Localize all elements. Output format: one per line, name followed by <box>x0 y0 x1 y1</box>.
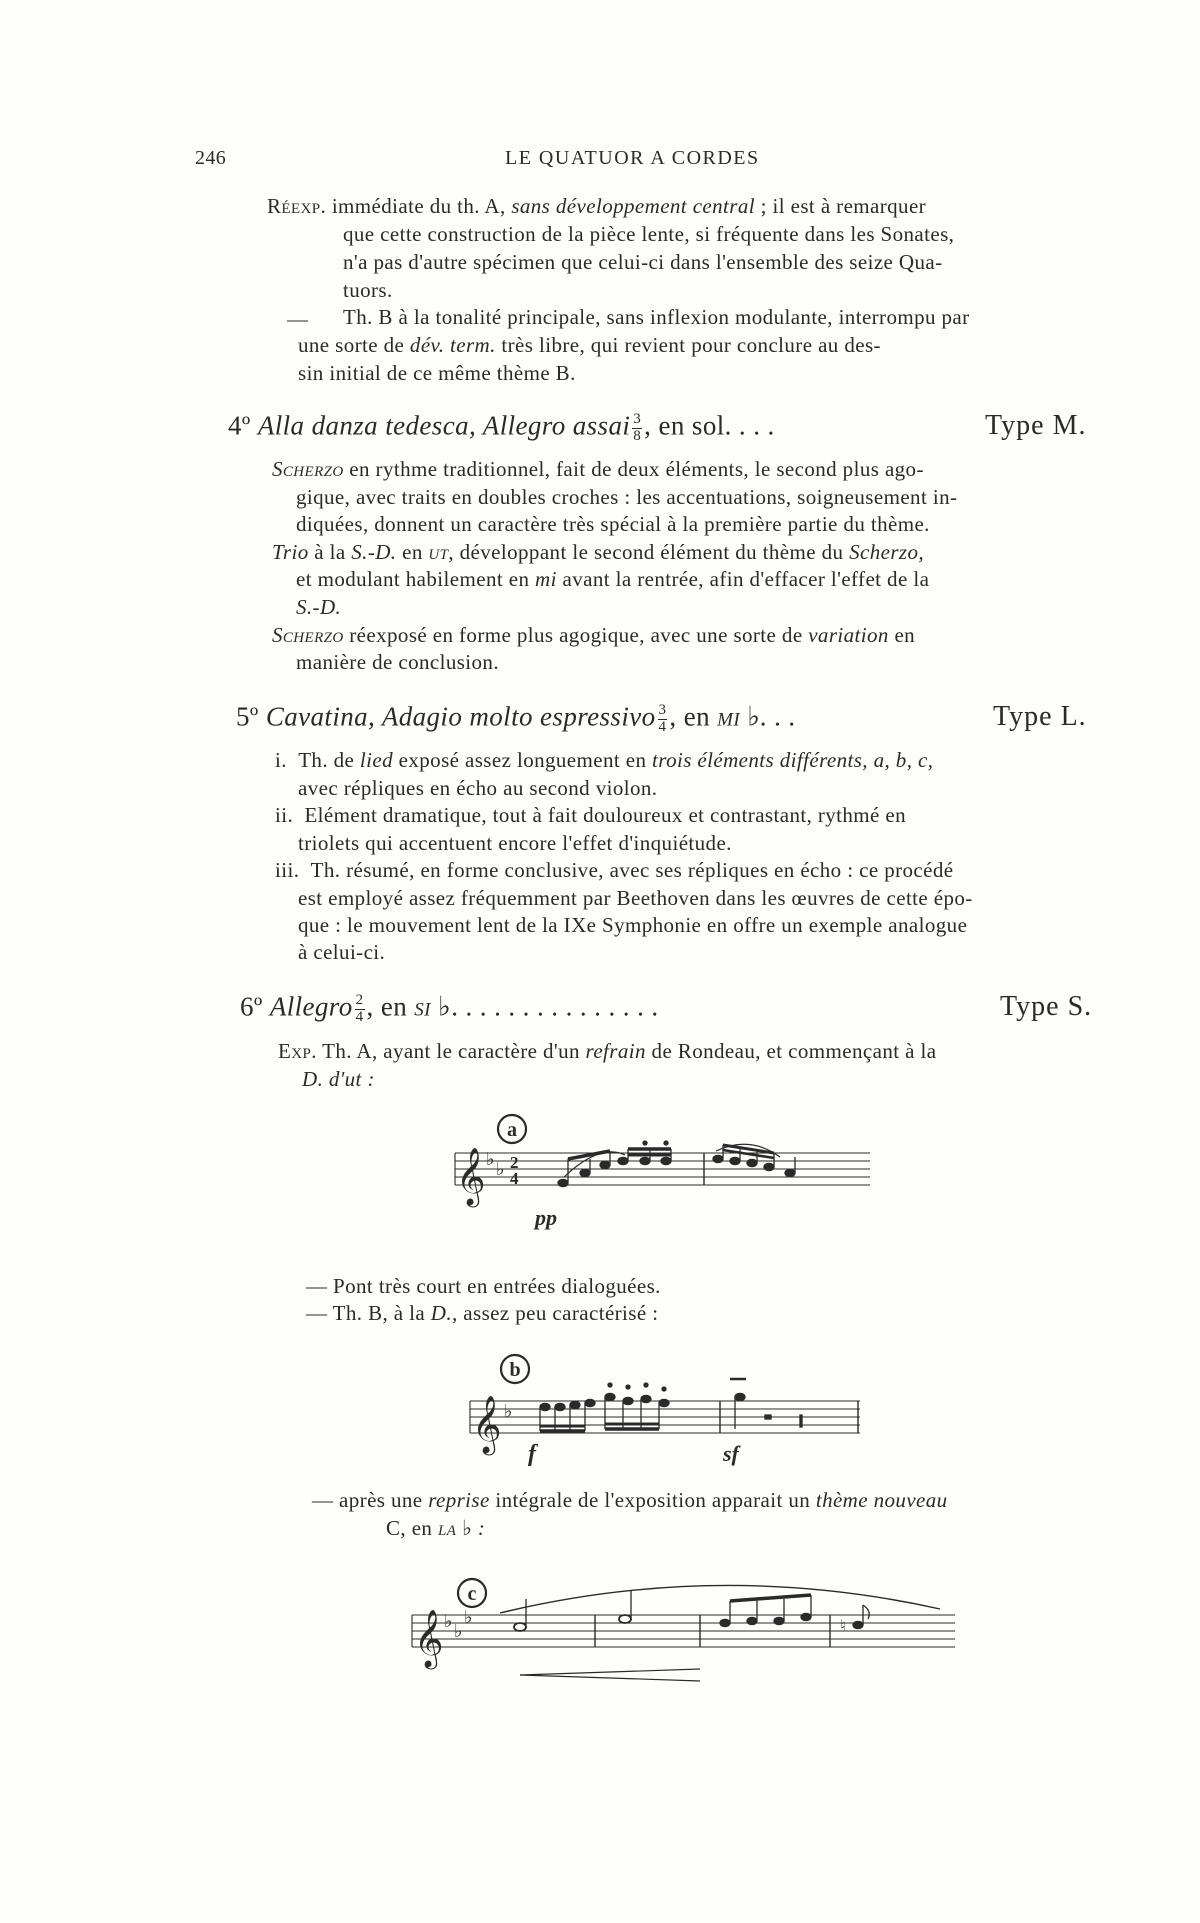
mvt5-i-trois: trois éléments différents, a, b, c, <box>652 748 934 772</box>
mvt4-scherzo2-line-1 <box>272 625 915 646</box>
mvt6-exp-lead: Exp. <box>278 1039 317 1063</box>
thb-a: — Th. B, à la <box>306 1301 431 1325</box>
mvt4-trio-line-1 <box>272 542 924 563</box>
thb-line <box>306 1303 658 1324</box>
music-example-a <box>440 1105 880 1245</box>
mvt4-trio-lead: Trio <box>272 540 309 564</box>
reexp-line-6 <box>298 335 881 356</box>
mvt6-frac-den: 4 <box>355 1008 364 1025</box>
mvt4-t-a: à la <box>308 540 352 564</box>
thb-b: assez peu caractérisé : <box>457 1301 659 1325</box>
mvt4-t2b: avant la rentrée, afin d'effacer l'effet de la <box>556 567 930 591</box>
mvt6-number: 6º <box>240 991 263 1022</box>
time-sig-bottom: 4 <box>510 1169 519 1188</box>
thb-d: D., <box>430 1301 458 1325</box>
mvt5-iii-line-4: à celui-ci. <box>298 940 386 964</box>
mvt5-i-num: i. <box>275 748 287 772</box>
mvt6-frac-num: 2 <box>355 992 364 1008</box>
mvt4-number: 4º <box>228 410 251 441</box>
mvt4-scherzo-line-1 <box>272 459 924 480</box>
reexp-line-4: tuors. <box>343 278 393 302</box>
mvt5-i-line-1 <box>275 750 933 771</box>
mvt6-heading <box>240 993 659 1026</box>
reexp-lead: Réexp. <box>267 194 327 218</box>
example-a-notes <box>558 1141 795 1187</box>
treble-clef-icon-c: 𝄞 <box>414 1609 444 1667</box>
mvt4-s1a: en rythme traditionnel, fait de deux éléments, le second plus ago- <box>343 457 924 481</box>
reexp-line-2: que cette construction de la pièce lente, si fréquente dans les Sonates, <box>343 222 955 246</box>
mvt5-iii-num: iii. <box>275 858 300 882</box>
music-example-b <box>460 1345 870 1475</box>
running-title: LE QUATUOR A CORDES <box>505 147 760 169</box>
apres-c: C, en <box>386 1516 438 1540</box>
apres-line-1 <box>312 1490 948 1511</box>
mvt4-title: Alla danza tedesca, Allegro assai <box>257 410 631 441</box>
mvt5-time-signature <box>658 703 668 736</box>
flat-icon-c2: ♭ <box>454 1621 463 1642</box>
flat-icon-2: ♭ <box>496 1159 505 1180</box>
mvt5-i-lied: lied <box>359 748 393 772</box>
reexp-line-5: Th. B à la tonalité principale, sans inflexion modulante, interrompu par <box>343 305 970 329</box>
mvt5-type: Type L. <box>993 701 1087 732</box>
reexp-l6i: dév. term. <box>409 333 496 357</box>
reexp-l6a: une sorte de <box>298 333 410 357</box>
mvt4-time-signature <box>632 412 642 445</box>
dynamic-sf: sf <box>723 1441 739 1466</box>
time-sig-top: 2 <box>510 1153 519 1172</box>
reexp-line-1 <box>267 196 926 217</box>
mvt6-exp-b: de Rondeau, et commençant à la <box>645 1039 937 1063</box>
mvt6-exp-refrain: refrain <box>585 1039 646 1063</box>
mvt4-type: Type M. <box>985 410 1087 441</box>
mvt4-scherzo2-lead: Scherzo <box>272 623 344 647</box>
mvt6-time-signature <box>355 993 365 1026</box>
apres-reprise: reprise <box>428 1488 490 1512</box>
mvt4-t2mi: mi <box>535 567 557 591</box>
mvt5-i-line-2: avec répliques en écho au second violon. <box>298 776 658 800</box>
mvt5-ii-num: ii. <box>275 803 294 827</box>
mvt4-scherzo-lead: Scherzo <box>272 457 344 481</box>
treble-clef-icon: 𝄞 <box>456 1147 486 1205</box>
mvt5-ii-line-2: triolets qui accentuent encore l'effet d'inquiétude. <box>298 831 732 855</box>
mvt4-t2a: et modulant habilement en <box>296 567 536 591</box>
reexp-italic: sans développement central <box>511 194 755 218</box>
mvt4-t-ut: ut <box>428 540 449 564</box>
mvt6-key-si: si ♭ <box>414 991 452 1022</box>
mvt4-t-b: en <box>396 540 429 564</box>
treble-clef-icon-b: 𝄞 <box>472 1395 502 1453</box>
mvt6-key-a: , en <box>366 991 415 1022</box>
mvt5-key-mi: mi ♭. . . <box>717 701 797 732</box>
mvt4-t-c: , développant le second élément du thème du <box>448 540 850 564</box>
example-c-label: c <box>467 1583 477 1605</box>
mvt4-s2var: variation <box>808 623 889 647</box>
pont-line: — Pont très court en entrées dialoguées. <box>306 1274 661 1298</box>
mvt6-title: Allegro <box>269 991 353 1022</box>
mvt4-trio-line-2 <box>296 569 929 590</box>
apres-theme: thème nouveau <box>815 1488 948 1512</box>
mvt4-heading <box>228 412 775 445</box>
mvt4-s2a: réexposé en forme plus agogique, avec une sorte de <box>343 623 809 647</box>
mvt6-leader-dots: . . . . . . . . . . . . . . . <box>451 991 659 1022</box>
reexp-line-3: n'a pas d'autre spécimen que celui-ci dans l'ensemble des seize Qua- <box>343 250 943 274</box>
mvt5-number: 5º <box>236 701 259 732</box>
reexp-dash: — <box>287 307 308 331</box>
mvt4-frac-num: 3 <box>633 411 642 427</box>
mvt6-exp-a: Th. A, ayant le caractère d'un <box>316 1039 586 1063</box>
mvt6-type: Type S. <box>1000 991 1093 1022</box>
apres-la: la ♭ : <box>437 1516 486 1540</box>
mvt4-scherzo-line-2: gique, avec traits en doubles croches : les accentuations, soigneusement in- <box>296 485 958 509</box>
mvt5-iii-line-3: que : le mouvement lent de la IXe Symphonie en offre un exemple analogue <box>298 913 968 937</box>
reexp-text-end: ; il est à remarquer <box>754 194 927 218</box>
natural-icon: ♮ <box>840 1616 846 1635</box>
mvt6-exp-c: D. d'ut : <box>302 1067 375 1091</box>
flat-icon-c1: ♭ <box>444 1611 453 1632</box>
music-example-c <box>400 1565 960 1685</box>
mvt6-exp-line-1 <box>278 1041 936 1062</box>
mvt5-i-a: Th. de <box>298 748 360 772</box>
dynamic-pp: pp <box>535 1205 557 1230</box>
mvt4-t-sd: S.-D. <box>351 540 397 564</box>
mvt6-exp-line-2 <box>302 1069 375 1090</box>
mvt4-frac-den: 8 <box>633 427 642 444</box>
mvt5-title: Cavatina, Adagio molto espressivo <box>265 701 656 732</box>
flat-icon: ♭ <box>486 1149 495 1170</box>
reexp-text: immédiate du th. A, <box>326 194 512 218</box>
mvt5-i-b: exposé assez longuement en <box>393 748 653 772</box>
apres-a: — après une <box>312 1488 429 1512</box>
mvt4-scherzo2-line-2: manière de conclusion. <box>296 650 499 674</box>
apres-b: intégrale de l'exposition apparait un <box>489 1488 816 1512</box>
mvt4-key: , en sol. . . . <box>644 410 775 441</box>
mvt4-scherzo-line-3: diquées, donnent un caractère très spécial à la première partie du thème. <box>296 512 930 536</box>
flat-icon-c3: ♭ <box>464 1607 473 1628</box>
flat-icon-b: ♭ <box>504 1401 513 1422</box>
example-b-label: b <box>509 1359 521 1381</box>
apres-line-2 <box>386 1518 485 1539</box>
mvt5-frac-den: 4 <box>658 718 667 735</box>
mvt5-iii-line-2: est employé assez fréquemment par Beethoven dans les œuvres de cette épo- <box>298 886 973 910</box>
mvt5-heading <box>236 703 796 736</box>
mvt5-iii-line-1 <box>275 860 953 881</box>
dynamic-f: f <box>528 1441 536 1467</box>
mvt5-frac-num: 3 <box>658 702 667 718</box>
mvt5-ii-a: Elément dramatique, tout à fait douloureux et contrastant, rythmé en <box>304 803 907 827</box>
reexp-l6b: très libre, qui revient pour conclure au des- <box>495 333 881 357</box>
mvt5-ii-line-1 <box>275 805 906 826</box>
reexp-line-7: sin initial de ce même thème B. <box>298 361 576 385</box>
example-a-label: a <box>507 1119 517 1141</box>
mvt4-trio-line-3 <box>296 597 341 618</box>
page-number: 246 <box>195 147 227 169</box>
example-b-notes <box>540 1379 802 1431</box>
mvt4-t3: S.-D. <box>296 595 342 619</box>
mvt4-s2b: en <box>888 623 916 647</box>
mvt5-key-a: , en <box>669 701 718 732</box>
example-c-notes <box>514 1591 869 1631</box>
mvt5-iii-a: Th. résumé, en forme conclusive, avec ses répliques en écho : ce procédé <box>310 858 954 882</box>
mvt4-t-sch: Scherzo, <box>849 540 925 564</box>
